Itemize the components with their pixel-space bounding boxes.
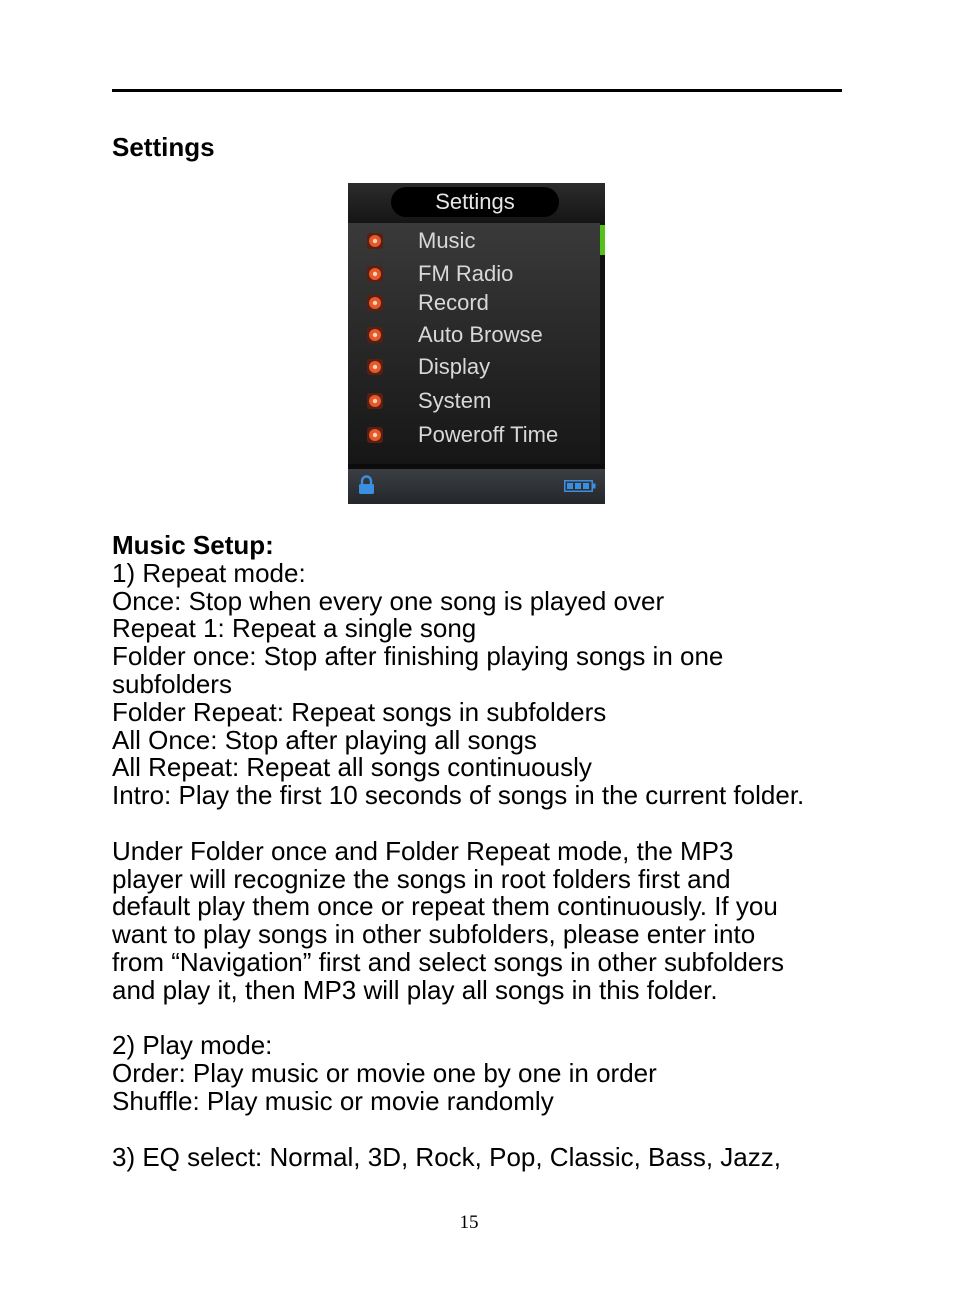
repeat-line: Repeat 1: Repeat a single song (112, 613, 477, 644)
repeat-line: Folder once: Stop after finishing playing songs in one (112, 641, 724, 672)
settings-menu (348, 223, 600, 464)
repeat-line: Intro: Play the first 10 seconds of songs in the current folder. (112, 780, 805, 811)
gear-icon (367, 266, 383, 282)
repeat-mode-heading: 1) Repeat mode: (112, 557, 306, 588)
menu-item-poweroff-time[interactable] (348, 419, 600, 451)
paragraph-line: from “Navigation” first and select songs in other subfolders (112, 946, 784, 977)
paragraph-gap (112, 1005, 912, 1033)
repeat-line: subfolders (112, 668, 232, 699)
menu-item-music[interactable] (348, 225, 600, 257)
repeat-line: All Once: Stop after playing all songs (112, 724, 537, 755)
scrollbar[interactable] (600, 223, 605, 464)
play-mode-line: Shuffle: Play music or movie randomly (112, 1085, 554, 1116)
device-screenshot (348, 183, 605, 504)
menu-item-label: Record (418, 290, 489, 315)
gear-icon (367, 427, 383, 443)
paragraph-gap (112, 1116, 912, 1144)
lock-icon (358, 475, 375, 495)
music-setup-heading: Music Setup: (112, 530, 274, 560)
scroll-thumb[interactable] (600, 225, 605, 255)
screen-header (348, 183, 605, 223)
play-mode-heading: 2) Play mode: (112, 1030, 273, 1061)
menu-item-record[interactable] (348, 287, 600, 319)
battery-icon (564, 480, 596, 492)
screen-title: Settings (435, 189, 515, 214)
menu-item-label: System (418, 388, 492, 413)
screen-title-pill (391, 187, 559, 217)
top-rule (112, 89, 842, 92)
gear-icon (367, 393, 383, 409)
gear-icon (367, 233, 383, 249)
menu-item-system[interactable] (348, 385, 600, 417)
eq-select-line: 3) EQ select: Normal, 3D, Rock, Pop, Classic, Bass, Jazz, (112, 1141, 781, 1172)
menu-item-auto-browse[interactable] (348, 319, 600, 351)
page-number: 15 (459, 1212, 479, 1233)
repeat-line: Once: Stop when every one song is played over (112, 585, 665, 616)
menu-item-label: FM Radio (418, 261, 514, 286)
paragraph-gap (112, 810, 912, 838)
paragraph-line: default play them once or repeat them continuously. If you (112, 891, 778, 922)
menu-item-fm-radio[interactable] (348, 258, 600, 290)
paragraph-line: and play it, then MP3 will play all songs in this folder. (112, 974, 718, 1005)
menu-item-display[interactable] (348, 351, 600, 383)
repeat-line: All Repeat: Repeat all songs continuously (112, 752, 592, 783)
repeat-line: Folder Repeat: Repeat songs in subfolders (112, 696, 607, 727)
gear-icon (367, 359, 383, 375)
menu-item-label: Display (418, 354, 491, 379)
paragraph-line: Under Folder once and Folder Repeat mode, the MP3 (112, 835, 734, 866)
play-mode-line: Order: Play music or movie one by one in order (112, 1058, 657, 1089)
paragraph-line: want to play songs in other subfolders, please enter into (112, 919, 756, 950)
music-setup-section (112, 532, 912, 1171)
menu-item-label: Music (418, 228, 476, 253)
gear-icon (367, 327, 383, 343)
section-title: Settings (112, 132, 215, 162)
gear-icon (367, 295, 383, 311)
menu-item-label: Auto Browse (418, 322, 543, 347)
paragraph-line: player will recognize the songs in root folders first and (112, 863, 731, 894)
status-bar (348, 469, 605, 504)
menu-item-label: Poweroff Time (418, 422, 559, 447)
